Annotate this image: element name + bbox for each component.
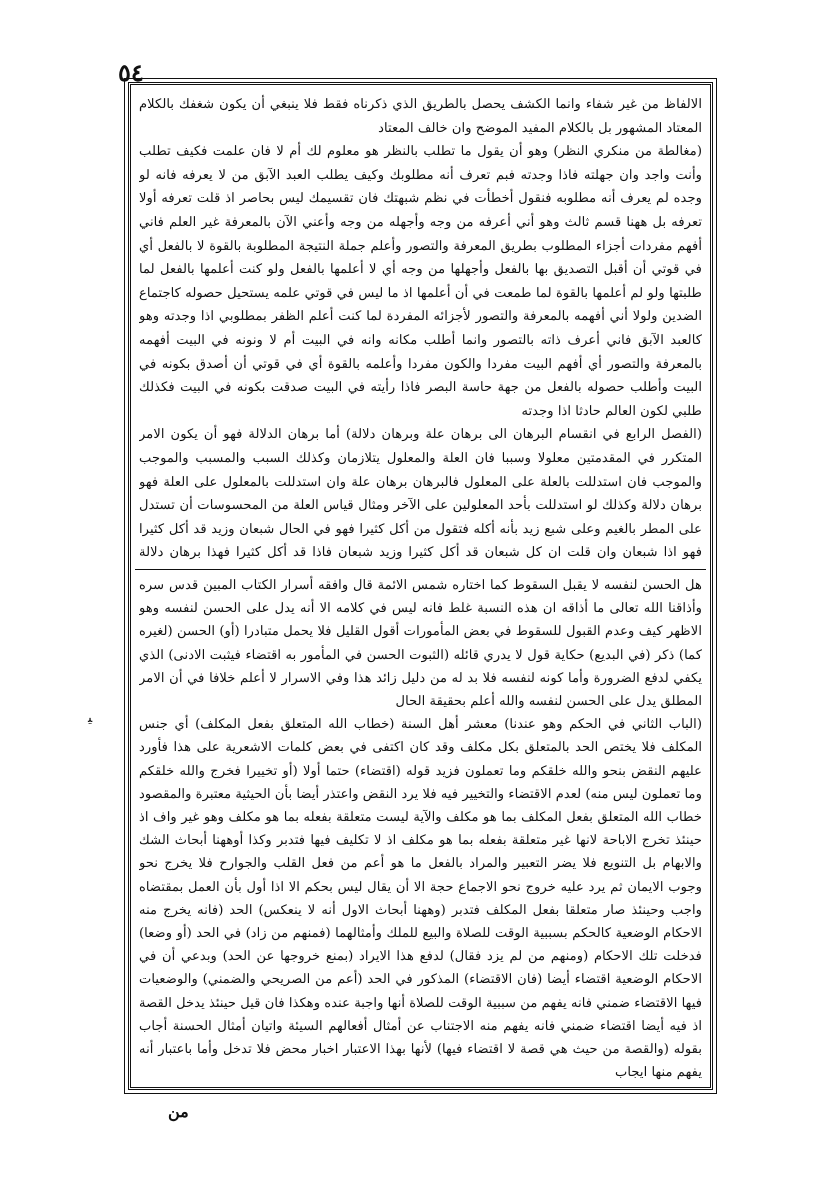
footnote-paragraph: (الباب الثاني في الحكم وهو عندنا) معشر أهل السنة (خطاب الله المتعلق بفعل المكلف) أي جنس المكلف فلا يختص الحد بالمتعلق بكل مكلف وقد كان اكتفى في بعض كلمات الاشعرية على هذا فأورد عليهم النقض بنحو والله خلقكم وما تعملون فزيد قوله (اقتضاء) حتما أولا (أو تخييرا فخرج والله خلقكم وما تعملون ليس منه) لعدم الاقتضاء والتخيير فيه فلا يرد النقض واعتذر أيضا بأن الحيثية معتبرة والمقصود خطاب الله المتعلق بفعل المكلف بما هو مكلف والآية ليست متعلقة بفعله بما هو مكلف وهو غير واف اذ حينئذ تخرج الاباحة لانها غير متعلقة بفعله بما هو مكلف اذ لا تكليف فيها فتدبر وكذا أوههنا أبحاث الشك والابهام بل التنويع فلا يضر التعبير والمراد بالفعل ما هو أعم من فعل القلب والجوارح فلا يخرج نحو وجوب الايمان ثم يرد عليه خروج نحو الاجماع حجة الا أن يقال ليس بحكم الا اذا أول بأن العمل بمقتضاه واجب وحينئذ صار متعلقا بفعل المكلف فتدبر (وههنا أبحاث الاول أنه لا ينعكس) الحد (فانه يخرج منه الاحكام الوضعية كالحكم بسببية الوقت للصلاة والبيع للملك وأمثالهما (فمنهم من زاد) في الحد (أو وضعا) فدخلت تلك الاحكام (ومنهم من لم يزد فقال) لدفع هذا الايراد (بمنع خروجها عن الحد) وبدعي أن في الاحكام الوضعية اقتضاء أيضا (فان الاقتضاء) المذكور في الحد (أعم من الصريحي والضمني) والوضعيات فيها الاقتضاء ضمني فانه يفهم من سببية الوقت للصلاة أنها واجبة عنده وهكذا فان قيل حينئذ يدخل القصة اذ فيه أيضا اقتضاء ضمني فانه يفهم منه الاجتناب عن أمثال أفعالهم السيئة واتيان أمثال الحسنة أجاب بقوله (والقصة من حيث هي قصة لا اقتضاء فيها) لأنها بهذا الاعتبار اخبار محض فلا تدخل وأما باعتبار أنه يفهم منها ايجاب [139, 717, 702, 1081]
page-number: ٥٤ [118, 58, 144, 87]
main-commentary [139, 93, 702, 563]
footnote-paragraph: هل الحسن لنفسه لا يقبل السقوط كما اختاره شمس الائمة قال وافقه أسرار الكتاب المبين قدس سره وأذاقنا الله تعالى ما أذاقه ان هذه النسبة غلط فانه ليس في كلامه الا أنه يدل على الحسن لنفسه وهو الاظهر كيف وعدم القبول للسقوط في بعض المأمورات أقول القليل فلا يحمل متبادرا (أو) الحسن (لغيره كما) ذكر (في البديع) حكاية قول لا يدري قائله (الثبوت الحسن في المأمور به اقتضاء فيثبت الادنى) الذي يكفي لدفع الضرورة وأما كونه لنفسه فلا بد له من دليل زائد هذا وفي الاسرار لا أعلم خلافا في أن الامر المطلق يدل على الحسن لنفسه والله أعلم بحقيقة الحال [139, 578, 702, 710]
commentary-paragraph: الالفاظ من غير شفاء وانما الكشف يحصل بالطريق الذي ذكرناه فقط فلا ينبغي أن يكون شغفك بالكلام المعتاد المشهور بل بالكلام المفيد الموضح وان خالف المعتاد [139, 97, 702, 136]
commentary-paragraph: (الفصل الرابع في انقسام البرهان الى برهان علة وبرهان دلالة) أما برهان الدلالة فهو أن يكون الامر المتكرر في المقدمتين معلولا وسببا فان العلة والمعلول يتلازمان وكذلك السبب والمسبب والموجب والموجب فان استدللت بالعلة على المعلول فالبرهان برهان علة وان استدللت بالمعلول على العلة فهو برهان دلالة وكذلك لو استدللت بأحد المعلولين على الآخر ومثال قياس العلة من المحسوسات أن تستدل على المطر بالغيم وعلى شبع زيد بأنه أكله فتقول من أكل كثيرا فهو في الحال شبعان وزيد قد أكل كثيرا فهو اذا شبعان وان قلت ان كل شبعان قد أكل كثيرا وزيد شبعان فاذا قد أكل كثيرا فهذا برهان دلالة [139, 427, 702, 561]
section-divider [135, 569, 706, 570]
commentary-paragraph: (مغالطة من منكري النظر) وهو أن يقول ما تطلب بالنظر هو معلوم لك أم لا فان علمت فكيف تطلب وأنت واجد وان جهلته فاذا وجدته فبم تعرف أنه مطلوبك وكيف يطلب العبد الآبق من لا يعرفه فانه لو وجده لم يعرف أنه مطلوبه فنقول أخطأت في نظم شبهتك فان تقسيمك ليس بحاصر اذ قلت تعرفه أولا تعرفه بل ههنا قسم ثالث وهو أني أعرفه من وجه وأجهله من وجه وأعني الآن بالمعرفة غير العلم فاني أفهم مفردات أجزاء المطلوب بطريق المعرفة والتصور وأعلم جملة النتيجة المطلوبة بالقوة لا بالفعل أي في قوتي أن أقبل التصديق بها بالفعل وأجهلها من وجه أي لا أعلمها بالفعل ولو كنت أعلمها بالفعل لما طلبتها ولو لم أعلمها بالقوة لما طمعت في أن أعلمها اذ ما ليس في قوتي علمه يستحيل حصوله كاجتماع الضدين ولولا أني أفهمه بالمعرفة والتصور لأجزائه المفردة لما كنت أعلم الظفر بمطلوبي اذا وجدته وهو كالعبد الآبق فاني أعرف ذاته بالتصور وانما أطلب مكانه وانه في البيت أم لا ونونه في البيت أفهمه بالمعرفة والتصور أي أفهم البيت مفردا والكون مفردا وأعلمه بالقوة أي في قوتي أن أصدق بكونه في البيت وأطلب حصوله بالفعل من جهة حاسة البصر فاذا رأيته في البيت صدقت بكونه في البيت فكذلك طلبي لكون العالم حادثا اذا وجدته [139, 144, 702, 419]
lower-commentary [139, 574, 702, 1084]
margin-mark: ﻴ [88, 710, 93, 726]
page-frame [128, 82, 713, 1090]
catchword: من [168, 1102, 189, 1121]
